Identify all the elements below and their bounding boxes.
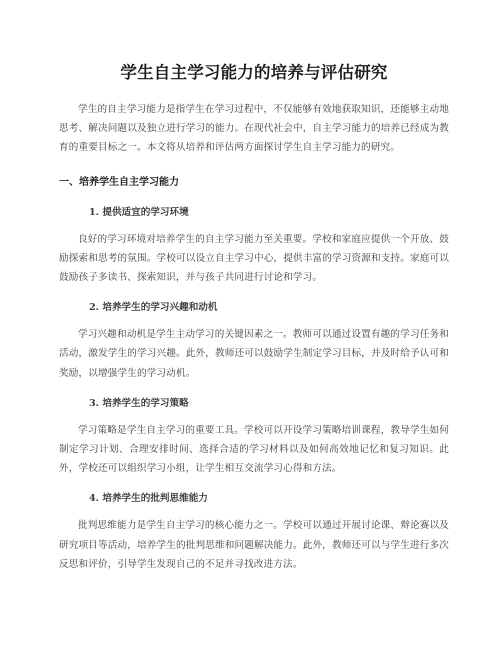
subsection-paragraph-1: 良好的学习环境对培养学生的自主学习能力至关重要。学校和家庭应提供一个开放、鼓励探索和思考的氛围。学校可以设立自主学习中心，提供丰富的学习资源和支持。家庭可以鼓励孩子多读书、探索知识，并与孩子共同进行讨论和学习。	[59, 233, 449, 284]
document-title: 学生自主学习能力的培养与评估研究	[120, 63, 388, 82]
intro-paragraph: 学生的自主学习能力是指学生在学习过程中，不仅能够有效地获取知识，还能够主动地思考、解决问题以及独立进行学习的能力。在现代社会中，自主学习能力的培养已经成为教育的重要目标之一。本文将从培养和评估两方面探讨学生自主学习能力的研究。	[59, 104, 449, 154]
subsection-paragraph-4: 批判思维能力是学生自主学习的核心能力之一。学校可以通过开展讨论课、辩论赛以及研究项目等活动，培养学生的批判思维和问题解决能力。此外，教师还可以与学生进行多次反思和评价，引导学生发现自己的不足并寻找改进方法。	[59, 520, 449, 570]
subsection-paragraph-3: 学习策略是学生自主学习的重要工具。学校可以开设学习策略培训课程，教导学生如何制定学习计划、合理安排时间、选择合适的学习材料以及如何高效地记忆和复习知识。此外，学校还可以组织学习小组，让学生相互交流学习心得和方法。	[59, 424, 449, 475]
subsection-heading-4: 4. 培养学生的批判思维能力	[89, 493, 208, 505]
section-heading: 一、培养学生自主学习能力	[59, 176, 179, 188]
subsection-paragraph-2: 学习兴趣和动机是学生主动学习的关键因素之一。教师可以通过设置有趣的学习任务和活动，激发学生的学习兴趣。此外，教师还可以鼓励学生制定学习目标，并及时给予认可和奖励，以增强学生的学习动机。	[59, 329, 449, 379]
subsection-heading-3: 3. 培养学生的学习策略	[89, 397, 189, 409]
subsection-heading-1: 1. 提供适宜的学习环境	[89, 206, 189, 218]
subsection-heading-2: 2. 培养学生的学习兴趣和动机	[89, 302, 218, 314]
